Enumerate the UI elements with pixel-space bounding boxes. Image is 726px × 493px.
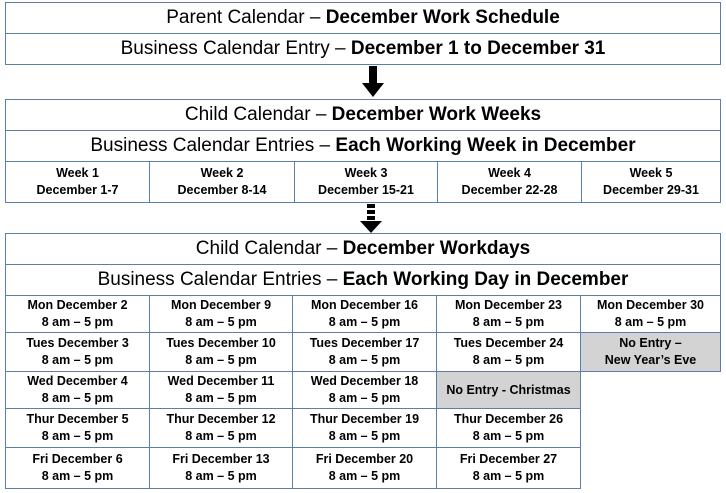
workday-label: Fri December 20 — [315, 452, 414, 466]
workday-cell — [292, 408, 437, 448]
week-cell — [437, 161, 582, 203]
week-cell — [581, 161, 721, 203]
weeks-calendar-entry-box — [5, 130, 721, 162]
workday-label: Thur December 12 — [166, 412, 276, 426]
workday-label: Tues December 10 — [166, 336, 276, 350]
workday-hours: 8 am – 5 pm — [185, 429, 257, 443]
no-entry-reason: New Year’s Eve — [604, 353, 697, 367]
workday-hours: 8 am – 5 pm — [41, 353, 114, 367]
week-name: Week 3 — [344, 166, 388, 180]
workday-hours: 8 am – 5 pm — [472, 353, 545, 367]
week-cell — [294, 161, 438, 203]
workday-cell — [436, 295, 581, 333]
parent-calendar-title: Parent Calendar – December Work Schedule — [166, 7, 560, 28]
workday-hours: 8 am – 5 pm — [41, 391, 114, 405]
workday-cell — [5, 295, 150, 333]
workday-cell — [5, 408, 150, 448]
no-entry-label: No Entry – — [619, 336, 682, 350]
workday-cell — [5, 447, 150, 489]
workday-hours: 8 am – 5 pm — [41, 315, 114, 329]
week-range: December 15-21 — [318, 183, 414, 197]
workday-label: Thur December 19 — [309, 412, 420, 426]
no-entry-new-years-eve-cell — [580, 332, 721, 372]
workday-label: Mon December 2 — [27, 298, 128, 312]
no-entry-label: No Entry - Christmas — [446, 382, 571, 397]
workday-label: Thur December 5 — [26, 412, 129, 426]
workday-cell — [292, 332, 437, 372]
parent-calendar-entry-box — [5, 33, 721, 65]
workday-cell — [292, 295, 437, 333]
workday-label: Thur December 26 — [453, 412, 564, 426]
dashed-down-arrow-icon — [358, 204, 384, 234]
workday-hours: 8 am – 5 pm — [41, 429, 114, 443]
week-cell — [149, 161, 295, 203]
week-range: December 8-14 — [177, 183, 267, 197]
workday-cell — [149, 295, 293, 333]
days-calendar-title: Child Calendar – December Workdays — [195, 238, 531, 259]
workday-label: Wed December 11 — [167, 374, 275, 388]
workday-cell — [292, 371, 437, 409]
workday-label: Tues December 24 — [453, 336, 564, 350]
workday-hours: 8 am – 5 pm — [328, 429, 401, 443]
weeks-calendar-entry: Business Calendar Entries – Each Working Week in December — [90, 135, 636, 156]
week-name: Week 2 — [200, 166, 244, 180]
days-calendar-entry: Business Calendar Entries – Each Working Day in December — [97, 269, 629, 290]
workday-label: Wed December 18 — [310, 374, 419, 388]
days-calendar-title-box — [5, 233, 721, 265]
workday-hours: 8 am – 5 pm — [185, 469, 257, 483]
workday-label: Mon December 9 — [170, 298, 272, 312]
workday-label: Fri December 27 — [459, 452, 558, 466]
workday-hours: 8 am – 5 pm — [472, 429, 545, 443]
workday-cell — [5, 332, 150, 372]
parent-calendar-title-box — [5, 2, 721, 34]
workday-hours: 8 am – 5 pm — [472, 315, 545, 329]
workday-label: Fri December 6 — [32, 452, 123, 466]
week-range: December 1-7 — [36, 183, 119, 197]
weeks-calendar-title-box — [5, 99, 721, 131]
week-name: Week 5 — [629, 166, 673, 180]
workday-cell — [149, 332, 293, 372]
workday-hours: 8 am – 5 pm — [328, 391, 401, 405]
week-name: Week 1 — [56, 166, 99, 180]
workday-cell — [5, 371, 150, 409]
week-cell — [5, 161, 150, 203]
workday-hours: 8 am – 5 pm — [614, 315, 687, 329]
weeks-calendar-title: Child Calendar – December Work Weeks — [184, 104, 542, 125]
workday-label: Mon December 23 — [455, 298, 562, 312]
workday-cell — [149, 371, 293, 409]
no-entry-christmas-cell — [436, 371, 581, 409]
workday-hours: 8 am – 5 pm — [472, 469, 545, 483]
week-range: December 29-31 — [603, 183, 699, 197]
workday-hours: 8 am – 5 pm — [185, 391, 257, 405]
solid-down-arrow-icon — [360, 66, 386, 98]
workday-label: Wed December 4 — [27, 374, 128, 388]
workday-label: Fri December 13 — [172, 452, 270, 466]
workday-cell — [149, 408, 293, 448]
workday-label: Tues December 3 — [26, 336, 129, 350]
workday-hours: 8 am – 5 pm — [41, 469, 114, 483]
parent-calendar-entry: Business Calendar Entry – December 1 to December 31 — [120, 38, 606, 59]
week-range: December 22-28 — [461, 183, 558, 197]
week-name: Week 4 — [488, 166, 531, 180]
workday-cell — [580, 295, 721, 333]
workday-label: Tues December 17 — [309, 336, 420, 350]
workday-cell — [436, 447, 581, 489]
workday-hours: 8 am – 5 pm — [185, 353, 257, 367]
workday-label: Mon December 16 — [311, 298, 418, 312]
workday-hours: 8 am – 5 pm — [328, 315, 401, 329]
workday-cell — [149, 447, 293, 489]
workday-cell — [292, 447, 437, 489]
workday-hours: 8 am – 5 pm — [328, 353, 401, 367]
workday-label: Mon December 30 — [597, 298, 704, 312]
workday-hours: 8 am – 5 pm — [328, 469, 401, 483]
workday-cell — [436, 332, 581, 372]
days-calendar-entry-box — [5, 264, 721, 296]
workday-hours: 8 am – 5 pm — [185, 315, 257, 329]
workday-cell — [436, 408, 581, 448]
